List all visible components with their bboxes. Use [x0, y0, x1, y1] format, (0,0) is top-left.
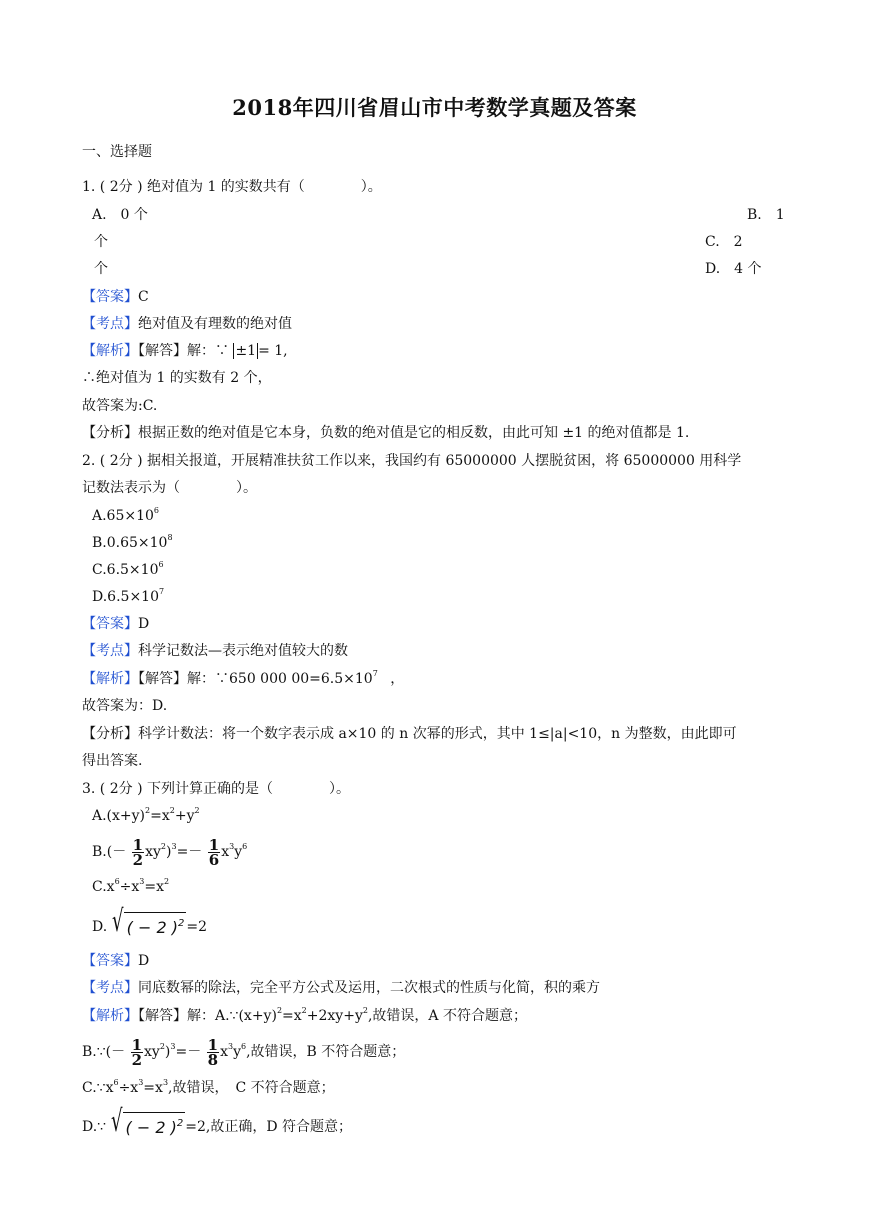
q3-stem: 3. ( 2分 ) 下列计算正确的是（ ）。: [82, 781, 350, 797]
q2-option-a: $A.65\times 10^6$: [92, 506, 160, 524]
q2-option-b: $B.0.65\times 10^8$: [92, 533, 173, 551]
answer-label: 【答案】: [82, 953, 138, 969]
q3-analysis-a: 【解析】【解答】解：$A.\because(x+y)^2=x^2+2xy+y^2$,故错误，A 不符合题意；: [82, 1006, 527, 1024]
q2-answer: D: [138, 616, 150, 632]
analysis-label: 【解析】: [82, 671, 138, 687]
q1-stem: 1. ( 2分 ) 绝对值为 1 的实数共有（ ）。: [82, 179, 382, 195]
section-heading: 一、选择题: [82, 144, 152, 160]
q1-answer-row: [82, 288, 149, 306]
q3-analysis-b: B.∵(－ $\frac{1}{2}$ $xy^2)^3=-$ $\frac{1}{8}$ $x^3y^6$,故错误，B 不符合题意；: [82, 1035, 406, 1069]
point-label: 【考点】: [82, 316, 138, 332]
q2-analysis-line2: 故答案为：D.: [82, 698, 168, 714]
q1-option-b: B. 1: [747, 207, 785, 223]
q2-point: 科学记数法—表示绝对值较大的数: [138, 643, 348, 659]
fraction-one-eighth: $\frac{1}{8}$: [207, 1035, 219, 1069]
analysis-label: 【解析】: [82, 343, 138, 359]
q1-analysis-line2: ∴绝对值为 1 的实数有 2 个，: [82, 370, 272, 386]
q3-option-b: B.(－ $\frac{1}{2}$ $xy^2)^3=-$ $\frac{1}{6}$ $x^3y^6$: [92, 835, 248, 869]
q2-option-c: $C.6.5\times 10^6$: [92, 560, 164, 578]
q1-fenxi: 根据正数的绝对值是它本身，负数的绝对值是它的相反数，由此可知 ±1 的绝对值都是 1.: [138, 425, 690, 441]
q3-option-a: $A.(x+y)^2=x^2+y^2$: [92, 806, 200, 824]
q1-point-row: [82, 315, 292, 333]
q1-option-c: C. 2: [705, 234, 743, 250]
q1-fenxi-row: [82, 424, 689, 442]
answer-label: 【答案】: [82, 616, 138, 632]
fenxi-label: 【分析】: [82, 726, 138, 742]
q2-analysis-row: 【解析】【解答】解：∵650 000 $00=6.5\times 10^7$ ，: [82, 669, 405, 687]
fraction-one-half: $\frac{1}{2}$: [132, 835, 144, 869]
square-root-expression: √ ( − 2 )$^2$: [111, 904, 185, 939]
q2-fenxi: 科学计数法：将一个数字表示成 a×10 的 n 次幂的形式，其中 1≤|a|<10，n 为整数，由此即可: [138, 726, 737, 742]
fraction-one-sixth: $\frac{1}{6}$: [208, 835, 220, 869]
q1-analysis-row: [82, 342, 288, 360]
analysis-label: 【解析】: [82, 1008, 138, 1024]
q1-answer: C: [138, 289, 149, 305]
q2-answer-row: [82, 615, 149, 633]
q1-option-c-unit: 个: [94, 261, 108, 277]
q2-point-row: [82, 642, 348, 660]
q1-option-a: A. 0 个: [92, 207, 148, 223]
q3-analysis-c: $C.\because x^6\div x^3=x^3$,故错误， C 不符合题意；: [82, 1078, 335, 1096]
q1-abs-expression: ±1: [235, 343, 257, 359]
q1-analysis-pre: 【解答】解：∵: [138, 343, 229, 359]
q3-analysis-d: D.∵ √ ( − 2 )$^2$ =2,故正确，D 符合题意；: [82, 1112, 352, 1142]
q1-option-d: D. 4 个: [705, 261, 762, 277]
q2-fenxi-line2: 得出答案.: [82, 753, 143, 769]
fraction-one-half: $\frac{1}{2}$: [131, 1035, 142, 1069]
fenxi-label: 【分析】: [82, 425, 138, 441]
q2-option-d: $D.6.5\times 10^7$: [92, 587, 165, 605]
q2-analysis: 【解答】解：∵650 000 00=6.5×10: [138, 671, 373, 687]
q3-answer: D: [138, 953, 150, 969]
q3-point-row: [82, 979, 600, 997]
q3-option-d: D. √ ( − 2 )$^2$ =2: [92, 912, 207, 942]
q1-point: 绝对值及有理数的绝对值: [138, 316, 292, 332]
q3-answer-row: [82, 952, 149, 970]
point-label: 【考点】: [82, 980, 138, 996]
point-label: 【考点】: [82, 643, 138, 659]
q2-fenxi-row: [82, 725, 737, 743]
q3-option-c: $C.x^6\div x^3=x^2$: [92, 877, 170, 895]
q2-stem-line2: 记数法表示为（ ）。: [82, 480, 257, 496]
q1-analysis-post: = 1,: [258, 343, 288, 359]
q1-analysis-line3: 故答案为:C.: [82, 398, 158, 414]
page-title: 2018年四川省眉山市中考数学真题及答案: [232, 95, 637, 120]
q3-point: 同底数幂的除法，完全平方公式及运用，二次根式的性质与化简，积的乘方: [138, 980, 600, 996]
q2-stem-line1: 2. ( 2分 ) 据相关报道，开展精准扶贫工作以来，我国约有 65000000 人摆脱贫困，将 65000000 用科学: [82, 453, 742, 469]
square-root-expression: √ ( − 2 )$^2$: [110, 1104, 184, 1139]
q1-option-b-unit: 个: [94, 234, 108, 250]
answer-label: 【答案】: [82, 289, 138, 305]
